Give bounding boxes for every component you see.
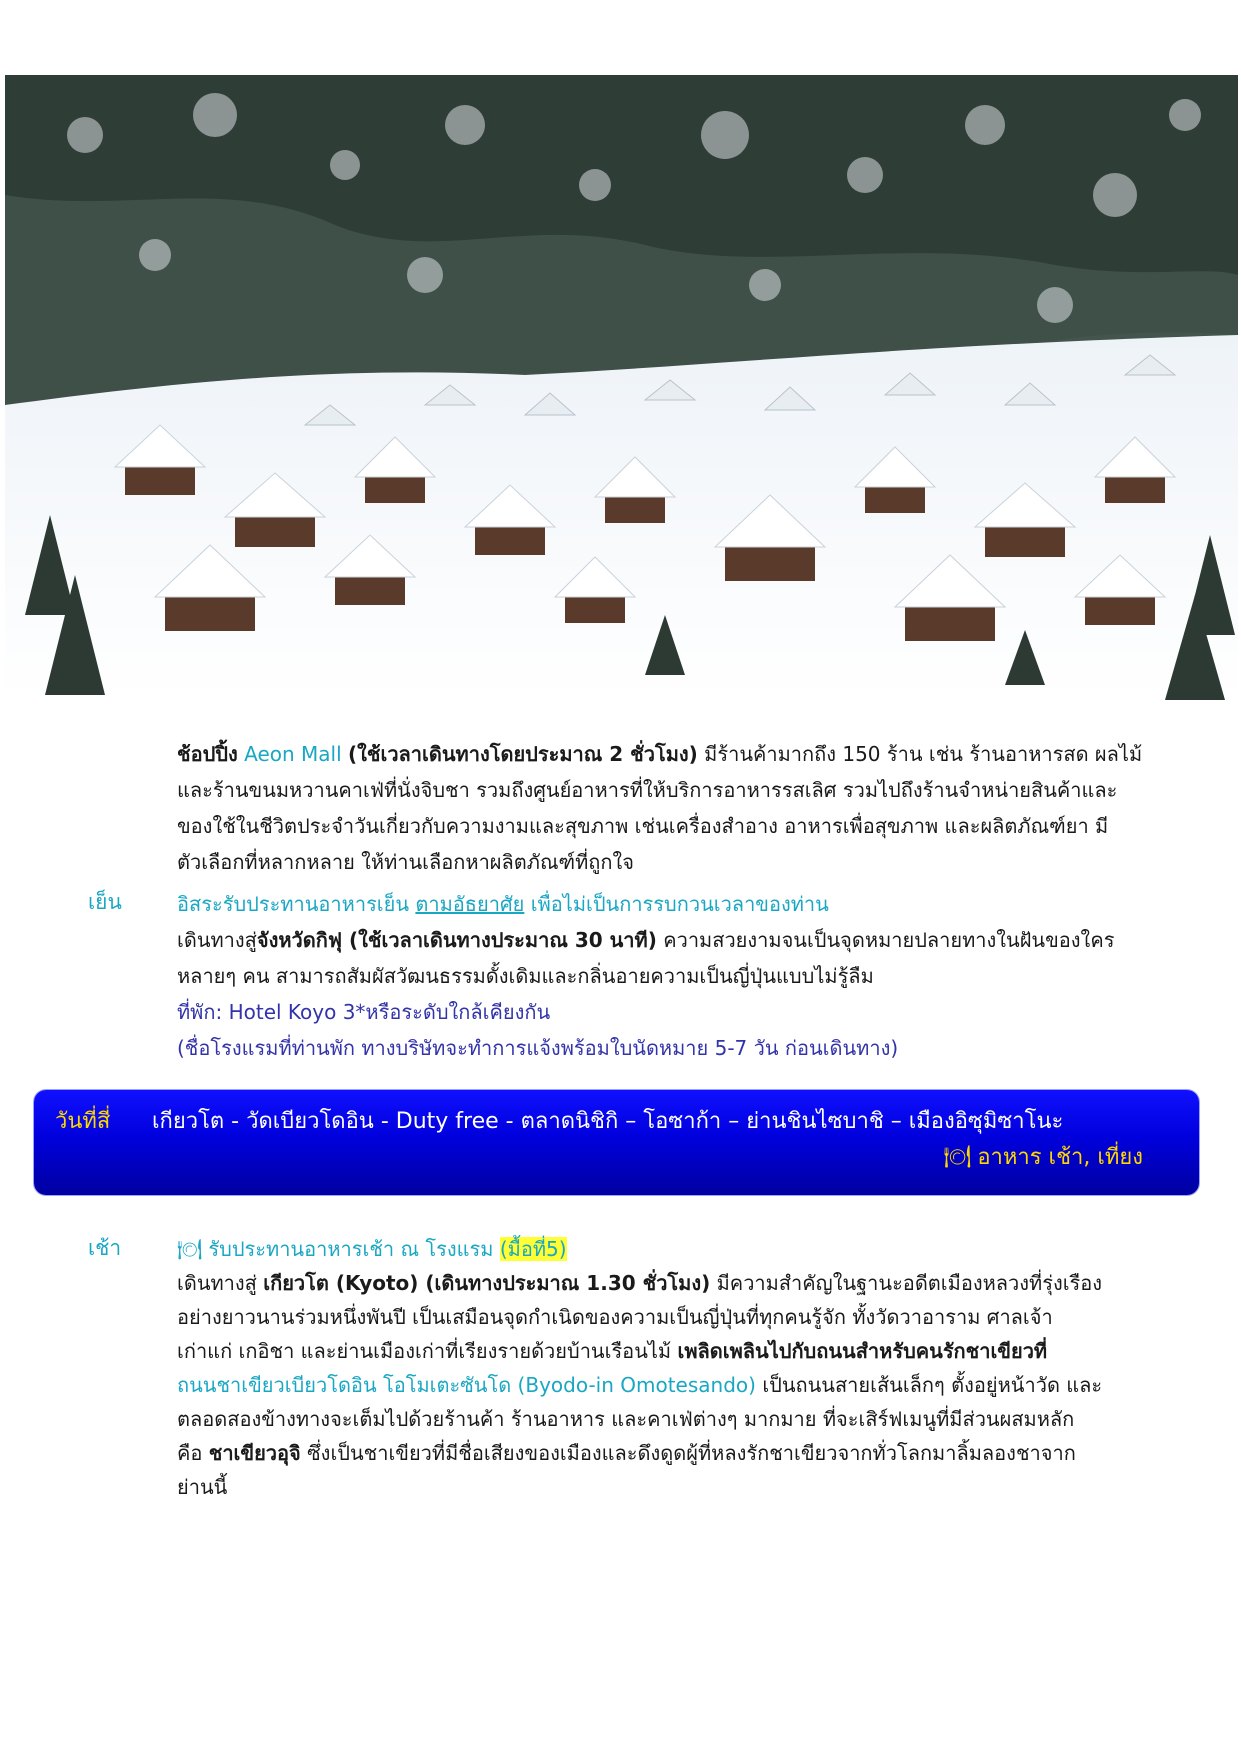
snow-village-photo-icon bbox=[5, 75, 1238, 700]
shopping-line-1 bbox=[177, 736, 1177, 772]
day-4-label: วันที่สี่ bbox=[55, 1109, 111, 1134]
kyoto-line-1 bbox=[177, 1266, 1177, 1300]
breakfast-line bbox=[177, 1232, 1177, 1266]
byodo-in-omotesando: ถนนชาเขียวเบียวโดอิน โอโมเตะซันโด (Byodo-in Omotesando) bbox=[177, 1373, 756, 1397]
aeon-mall-name: Aeon Mall bbox=[244, 742, 342, 766]
gifu-travel-destination: จังหวัดกิฟุ (ใช้เวลาเดินทางประมาณ 30 นาที) bbox=[256, 928, 657, 952]
hotel-note: (ชื่อโรงแรมที่ท่านพัก ทางบริษัทจะทำการแจ้งพร้อมใบนัดหมาย 5-7 วัน ก่อนเดินทาง) bbox=[177, 1036, 899, 1060]
meal-number-badge: (มื้อที่5) bbox=[499, 1237, 567, 1261]
kyoto-line-6 bbox=[177, 1436, 1177, 1470]
shopping-duration: (ใช้เวลาเดินทางโดยประมาณ 2 ชั่วโมง) bbox=[348, 742, 698, 766]
kyoto-line-3 bbox=[177, 1334, 1177, 1368]
shopping-line-4: ตัวเลือกที่หลากหลาย ให้ท่านเลือกหาผลิตภัณฑ์ที่ถูกใจ bbox=[177, 850, 634, 874]
hotel-line: ที่พัก: Hotel Koyo 3*หรือระดับใกล้เคียงกัน bbox=[177, 1000, 551, 1024]
meal-icon: 🍽 bbox=[177, 1237, 203, 1261]
kyoto-line-6-lead: คือ bbox=[177, 1441, 203, 1465]
kyoto-line-2: อย่างยาวนานร่วมหนึ่งพันปี เป็นเสมือนจุดกำเนิดของความเป็นญี่ปุ่นที่ทุกคนรู้จัก ทั้งวัดวาอาราม ศาลเจ้า bbox=[177, 1305, 1053, 1329]
shopping-paragraph bbox=[177, 736, 1177, 880]
kyoto-line-3-text: เก่าแก่ เกอิชา และย่านเมืองเก่าที่เรียงรายด้วยบ้านเรือนไม้ bbox=[177, 1339, 672, 1363]
shopping-lead: ช้อปปิ้ง bbox=[177, 742, 238, 766]
uji-green-tea: ชาเขียวอุจิ bbox=[208, 1441, 301, 1465]
day-4-banner bbox=[34, 1090, 1199, 1195]
kyoto-line-6-rest: ซึ่งเป็นชาเขียวที่มีชื่อเสียงของเมืองและดึงดูดผู้ที่หลงรักชาเขียวจากทั่วโลกมาลิ้มลองชาจาก bbox=[307, 1441, 1076, 1465]
kyoto-line-1-rest: มีความสำคัญในฐานะอดีตเมืองหลวงที่รุ่งเรือง bbox=[716, 1271, 1103, 1295]
gifu-travel-line bbox=[177, 922, 1177, 958]
hero-photo bbox=[5, 75, 1238, 700]
dinner-text: อิสระรับประทานอาหารเย็น bbox=[177, 892, 410, 916]
gifu-travel-rest: ความสวยงามจนเป็นจุดหมายปลายทางในฝันของใคร bbox=[663, 928, 1115, 952]
dinner-line bbox=[177, 886, 1177, 922]
day-4-route: เกียวโต - วัดเบียวโดอิน - Duty free - ตลาดนิชิกิ – โอซาก้า – ย่านชินไซบาชิ – เมืองอิซุมิซาโนะ bbox=[152, 1109, 1064, 1134]
evening-label: เย็น bbox=[88, 890, 122, 914]
gifu-travel-line-2: หลายๆ คน สามารถสัมผัสวัฒนธรรมดั้งเดิมและกลิ่นอายความเป็นญี่ปุ่นแบบไม่รู้ลืม bbox=[177, 964, 874, 988]
kyoto-destination: เกียวโต (Kyoto) (เดินทางประมาณ 1.30 ชั่วโมง) bbox=[263, 1271, 711, 1295]
breakfast-text: รับประทานอาหารเช้า ณ โรงแรม bbox=[208, 1237, 494, 1261]
gifu-travel-lead: เดินทางสู่ bbox=[177, 928, 257, 952]
morning-label: เช้า bbox=[88, 1236, 122, 1260]
morning-paragraph bbox=[177, 1232, 1177, 1504]
dinner-at-leisure: ตามอัธยาศัย bbox=[415, 892, 525, 916]
kyoto-line-7: ย่านนี้ bbox=[177, 1475, 228, 1499]
shopping-line-3: ของใช้ในชีวิตประจำวันเกี่ยวกับความงามและสุขภาพ เช่นเครื่องสำอาง อาหารเพื่อสุขภาพ และผลิตภัณฑ์ยา มี bbox=[177, 814, 1109, 838]
shopping-line-2: และร้านขนมหวานคาเฟ่ที่นั่งจิบชา รวมถึงศูนย์อาหารที่ให้บริการอาหารรสเลิศ รวมไปถึงร้านจำหน่ายสินค้าและ bbox=[177, 778, 1118, 802]
day-4-meals-text: อาหาร เช้า, เที่ยง bbox=[977, 1145, 1143, 1170]
kyoto-line-5: ตลอดสองข้างทางจะเต็มไปด้วยร้านค้า ร้านอาหาร และคาเฟ่ต่างๆ มากมาย ที่จะเสิร์ฟเมนูที่มีส่วนผสมหลัก bbox=[177, 1407, 1075, 1431]
kyoto-line-4 bbox=[177, 1368, 1177, 1402]
kyoto-travel-lead: เดินทางสู่ bbox=[177, 1271, 257, 1295]
shopping-line-1-rest: มีร้านค้ามากถึง 150 ร้าน เช่น ร้านอาหารสด ผลไม้ bbox=[704, 742, 1143, 766]
green-tea-street-lead: เพลิดเพลินไปกับถนนสำหรับคนรักชาเขียวที่ bbox=[677, 1339, 1048, 1363]
evening-paragraph bbox=[177, 886, 1177, 1066]
day-4-meals bbox=[943, 1139, 1143, 1174]
meal-icon: 🍽 bbox=[943, 1145, 972, 1170]
kyoto-line-4-rest: เป็นถนนสายเส้นเล็กๆ ตั้งอยู่หน้าวัด และ bbox=[762, 1373, 1103, 1397]
dinner-note: เพื่อไม่เป็นการรบกวนเวลาของท่าน bbox=[530, 892, 829, 916]
